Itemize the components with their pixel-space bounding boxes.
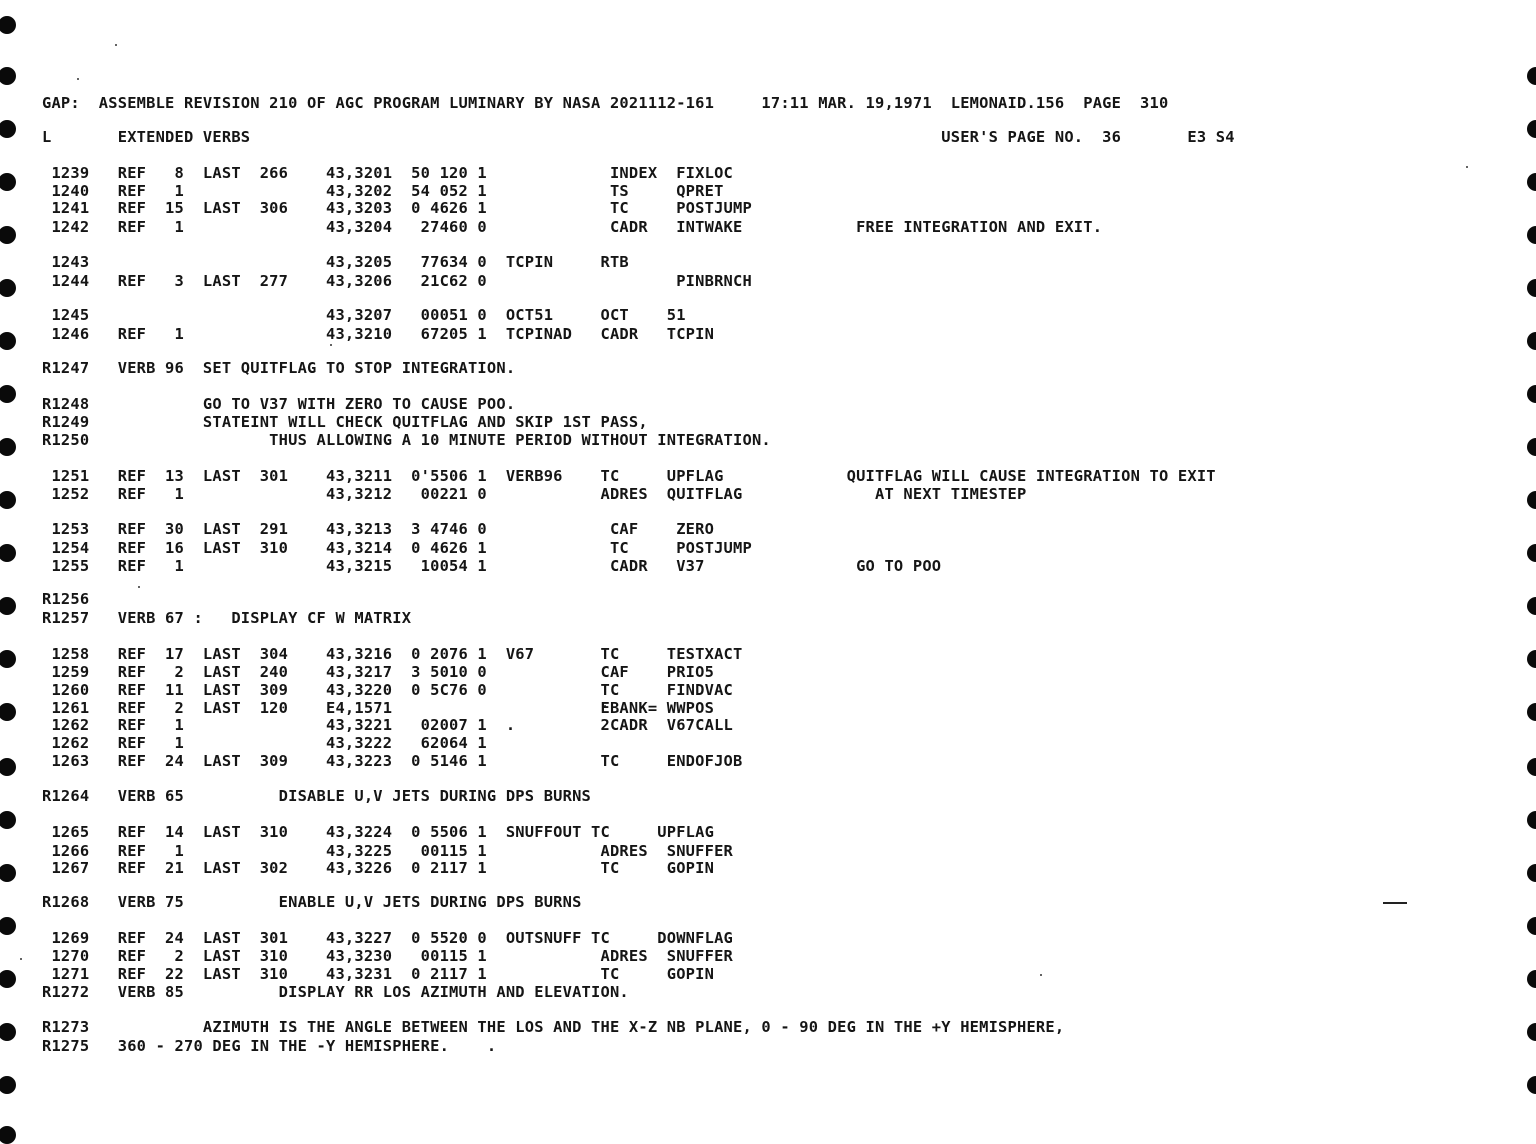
feed-hole-icon <box>0 385 16 403</box>
listing-line: 1260 REF 11 LAST 309 43,3220 0 5C76 0 TC FINDVAC <box>42 681 734 699</box>
listing-remark: R1249 STATEINT WILL CHECK QUITFLAG AND SKIP 1ST PASS, <box>42 413 648 431</box>
feed-hole-icon <box>1527 332 1536 350</box>
feed-hole-icon <box>0 16 16 34</box>
listing-remark: R1250 THUS ALLOWING A 10 MINUTE PERIOD WITHOUT INTEGRATION. <box>42 431 771 449</box>
feed-hole-icon <box>1527 650 1536 668</box>
feed-hole-icon <box>1527 544 1536 562</box>
feed-hole-icon <box>1527 917 1536 935</box>
feed-hole-icon <box>0 491 16 509</box>
feed-hole-icon <box>1527 67 1536 85</box>
listing-line: 1245 43,3207 00051 0 OCT51 OCT 51 <box>42 306 686 324</box>
feed-hole-icon <box>1527 811 1536 829</box>
listing-header-title: GAP: ASSEMBLE REVISION 210 OF AGC PROGRAM LUMINARY BY NASA 2021112-161 17:11 MAR. 19,1971 LEMONAID.156 PAGE 310 <box>42 94 1169 112</box>
listing-remark: R1272 VERB 85 DISPLAY RR LOS AZIMUTH AND ELEVATION. <box>42 983 629 1001</box>
feed-hole-icon <box>0 120 16 138</box>
listing-remark: R1248 GO TO V37 WITH ZERO TO CAUSE POO. <box>42 395 516 413</box>
listing-line: 1255 REF 1 43,3215 10054 1 CADR V37 GO TO POO <box>42 557 942 575</box>
feed-hole-icon <box>1527 703 1536 721</box>
listing-remark: R1257 VERB 67 : DISPLAY CF W MATRIX <box>42 609 412 627</box>
feed-hole-icon <box>1527 758 1536 776</box>
feed-hole-icon <box>1527 970 1536 988</box>
listing-remark: R1264 VERB 65 DISABLE U,V JETS DURING DPS BURNS <box>42 787 592 805</box>
feed-hole-icon <box>1527 597 1536 615</box>
feed-hole-icon <box>0 811 16 829</box>
listing-line: 1254 REF 16 LAST 310 43,3214 0 4626 1 TC POSTJUMP <box>42 539 752 557</box>
feed-hole-icon <box>0 650 16 668</box>
listing-remark: R1268 VERB 75 ENABLE U,V JETS DURING DPS BURNS <box>42 893 582 911</box>
listing-line: 1253 REF 30 LAST 291 43,3213 3 4746 0 CAF ZERO <box>42 520 715 538</box>
listing-line: 1262 REF 1 43,3222 62064 1 <box>42 734 487 752</box>
listing-line: 1263 REF 24 LAST 309 43,3223 0 5146 1 TC ENDOFJOB <box>42 752 743 770</box>
feed-hole-icon <box>0 438 16 456</box>
feed-hole-icon <box>1527 385 1536 403</box>
feed-hole-icon <box>0 1126 16 1144</box>
listing-line: 1267 REF 21 LAST 302 43,3226 0 2117 1 TC GOPIN <box>42 859 715 877</box>
feed-hole-icon <box>0 970 16 988</box>
listing-line: 1270 REF 2 LAST 310 43,3230 00115 1 ADRES SNUFFER <box>42 947 734 965</box>
listing-line: 1241 REF 15 LAST 306 43,3203 0 4626 1 TC POSTJUMP <box>42 199 752 217</box>
scan-speck <box>77 78 79 80</box>
listing-header-section: L EXTENDED VERBS USER'S PAGE NO. 36 E3 S4 <box>42 128 1235 146</box>
feed-hole-icon <box>0 864 16 882</box>
listing-line: 1258 REF 17 LAST 304 43,3216 0 2076 1 V67 TC TESTXACT <box>42 645 743 663</box>
feed-hole-icon <box>1527 226 1536 244</box>
scan-speck <box>20 958 22 960</box>
listing-line: 1262 REF 1 43,3221 02007 1 . 2CADR V67CALL <box>42 716 734 734</box>
listing-line: 1242 REF 1 43,3204 27460 0 CADR INTWAKE FREE INTEGRATION AND EXIT. <box>42 218 1103 236</box>
feed-hole-icon <box>0 1076 16 1094</box>
feed-hole-icon <box>0 173 16 191</box>
feed-hole-icon <box>0 279 16 297</box>
listing-line: 1246 REF 1 43,3210 67205 1 TCPINAD CADR TCPIN <box>42 325 715 343</box>
feed-hole-icon <box>0 1023 16 1041</box>
feed-hole-icon <box>0 758 16 776</box>
listing-line: 1261 REF 2 LAST 120 E4,1571 EBANK= WWPOS <box>42 699 715 717</box>
listing-line: 1239 REF 8 LAST 266 43,3201 50 120 1 INDEX FIXLOC <box>42 164 734 182</box>
listing-line: 1243 43,3205 77634 0 TCPIN RTB <box>42 253 629 271</box>
feed-hole-icon <box>1527 1023 1536 1041</box>
feed-hole-icon <box>0 67 16 85</box>
feed-hole-icon <box>0 226 16 244</box>
listing-line: 1240 REF 1 43,3202 54 052 1 TS QPRET <box>42 182 724 200</box>
listing-line: 1269 REF 24 LAST 301 43,3227 0 5520 0 OUTSNUFF TC DOWNFLAG <box>42 929 734 947</box>
feed-hole-icon <box>1527 120 1536 138</box>
listing-line: 1271 REF 22 LAST 310 43,3231 0 2117 1 TC GOPIN <box>42 965 715 983</box>
listing-line: 1259 REF 2 LAST 240 43,3217 3 5010 0 CAF PRIO5 <box>42 663 715 681</box>
feed-hole-icon <box>1527 279 1536 297</box>
feed-hole-icon <box>0 917 16 935</box>
listing-line: 1266 REF 1 43,3225 00115 1 ADRES SNUFFER <box>42 842 734 860</box>
feed-hole-icon <box>0 332 16 350</box>
feed-hole-icon <box>0 597 16 615</box>
feed-hole-icon <box>0 544 16 562</box>
feed-hole-icon <box>1527 438 1536 456</box>
scan-speck <box>138 586 140 588</box>
scan-speck <box>330 344 332 346</box>
scan-speck <box>1040 974 1042 976</box>
feed-hole-icon <box>1527 173 1536 191</box>
listing-line: 1251 REF 13 LAST 301 43,3211 0'5506 1 VERB96 TC UPFLAG QUITFLAG WILL CAUSE INTEGRATION TO EXIT <box>42 467 1216 485</box>
listing-remark: R1247 VERB 96 SET QUITFLAG TO STOP INTEGRATION. <box>42 359 516 377</box>
listing-remark: R1275 360 - 270 DEG IN THE -Y HEMISPHERE. . <box>42 1037 497 1055</box>
listing-line: 1265 REF 14 LAST 310 43,3224 0 5506 1 SNUFFOUT TC UPFLAG <box>42 823 715 841</box>
listing-remark: R1273 AZIMUTH IS THE ANGLE BETWEEN THE LOS AND THE X-Z NB PLANE, 0 - 90 DEG IN THE +Y HEMISPHERE, <box>42 1018 1065 1036</box>
scan-speck <box>115 44 117 46</box>
feed-hole-icon <box>1527 864 1536 882</box>
listing-remark: R1256 <box>42 590 90 608</box>
listing-line: 1252 REF 1 43,3212 00221 0 ADRES QUITFLAG AT NEXT TIMESTEP <box>42 485 1027 503</box>
scan-speck <box>1466 166 1468 168</box>
scan-dash <box>1383 902 1407 904</box>
feed-hole-icon <box>0 703 16 721</box>
feed-hole-icon <box>1527 491 1536 509</box>
feed-hole-icon <box>1527 1076 1536 1094</box>
listing-line: 1244 REF 3 LAST 277 43,3206 21C62 0 PINBRNCH <box>42 272 752 290</box>
